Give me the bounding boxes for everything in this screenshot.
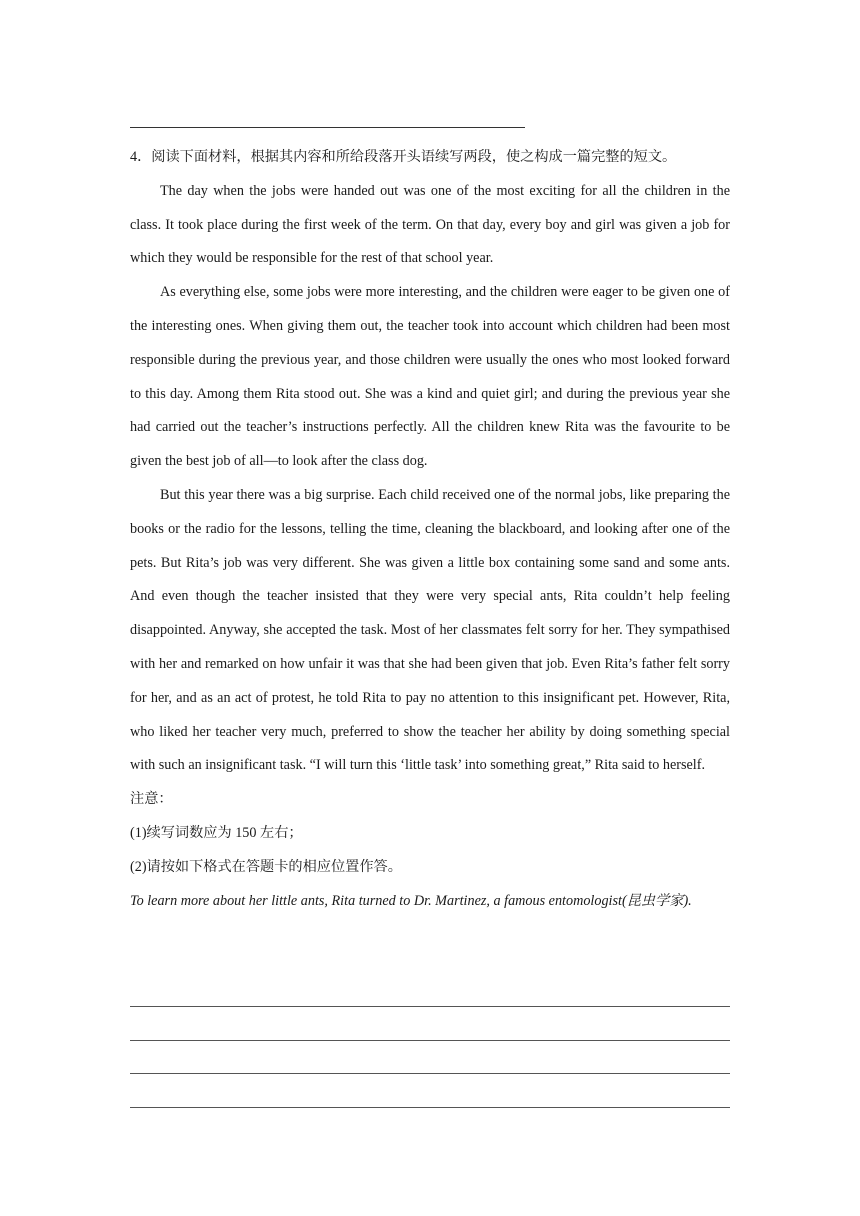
continuation-prompt: To learn more about her little ants, Rita turned to Dr. Martinez, a famous entomologist(昆虫学家). bbox=[130, 892, 692, 909]
note-item-word-count: (1)续写词数应为 150 左右； bbox=[130, 824, 303, 841]
story-paragraph-3: But this year there was a big surprise. Each child received one of the normal jobs, like preparing the books or the radio for the lessons, telling the time, cleaning the blackboard, and looking after one of the pets. But Rita’s job was very different. She was given a little box containing some sand and some ants. And even though the teacher insisted that they were very special ants, Rita couldn’t help feeling disappointed. Anyway, she accepted the task. Most of her classmates felt sorry for her. They sympathised with her and remarked on how unfair it was that she had been given that job. Even Rita’s father felt sorry for her, and as an act of protest, he told Rita to pay no attention to this insignificant pet. However, Rita, who liked her teacher very much, preferred to show the teacher her ability by doing something special with such an insignificant task. “I will turn this ‘little task’ into something great,” Rita said to herself. bbox=[130, 486, 730, 774]
note-item-format: (2)请按如下格式在答题卡的相应位置作答。 bbox=[130, 858, 402, 875]
story-paragraph-2: As everything else, some jobs were more interesting, and the children were eager to be given one of the interesting ones. When giving them out, the teacher took into account which children had been most responsible during the previous year, and those children were usually the ones who most looked forward to this day. Among them Rita stood out. She was a kind and quiet girl; and during the previous year she had carried out the teacher’s instructions perfectly. All the children knew Rita was the favourite to be given the best job of all—to look after the class dog. bbox=[130, 284, 730, 470]
header-rule bbox=[130, 127, 525, 128]
question-heading bbox=[130, 141, 730, 175]
answer-line bbox=[130, 1040, 730, 1041]
answer-line bbox=[130, 1073, 730, 1074]
question-content bbox=[130, 141, 730, 918]
answer-line bbox=[130, 1107, 730, 1108]
question-instruction: 阅读下面材料，根据其内容和所给段落开头语续写两段，使之构成一篇完整的短文。 bbox=[151, 149, 677, 165]
story-paragraph-1: The day when the jobs were handed out was one of the most exciting for all the children in the class. It took place during the first week of the term. On that day, every boy and girl was given a job for which they would be responsible for the rest of that school year. bbox=[130, 182, 730, 267]
question-number: 4． bbox=[130, 149, 152, 165]
notes-heading: 注意： bbox=[130, 791, 173, 808]
answer-area bbox=[130, 1006, 730, 1141]
answer-line bbox=[130, 1006, 730, 1007]
